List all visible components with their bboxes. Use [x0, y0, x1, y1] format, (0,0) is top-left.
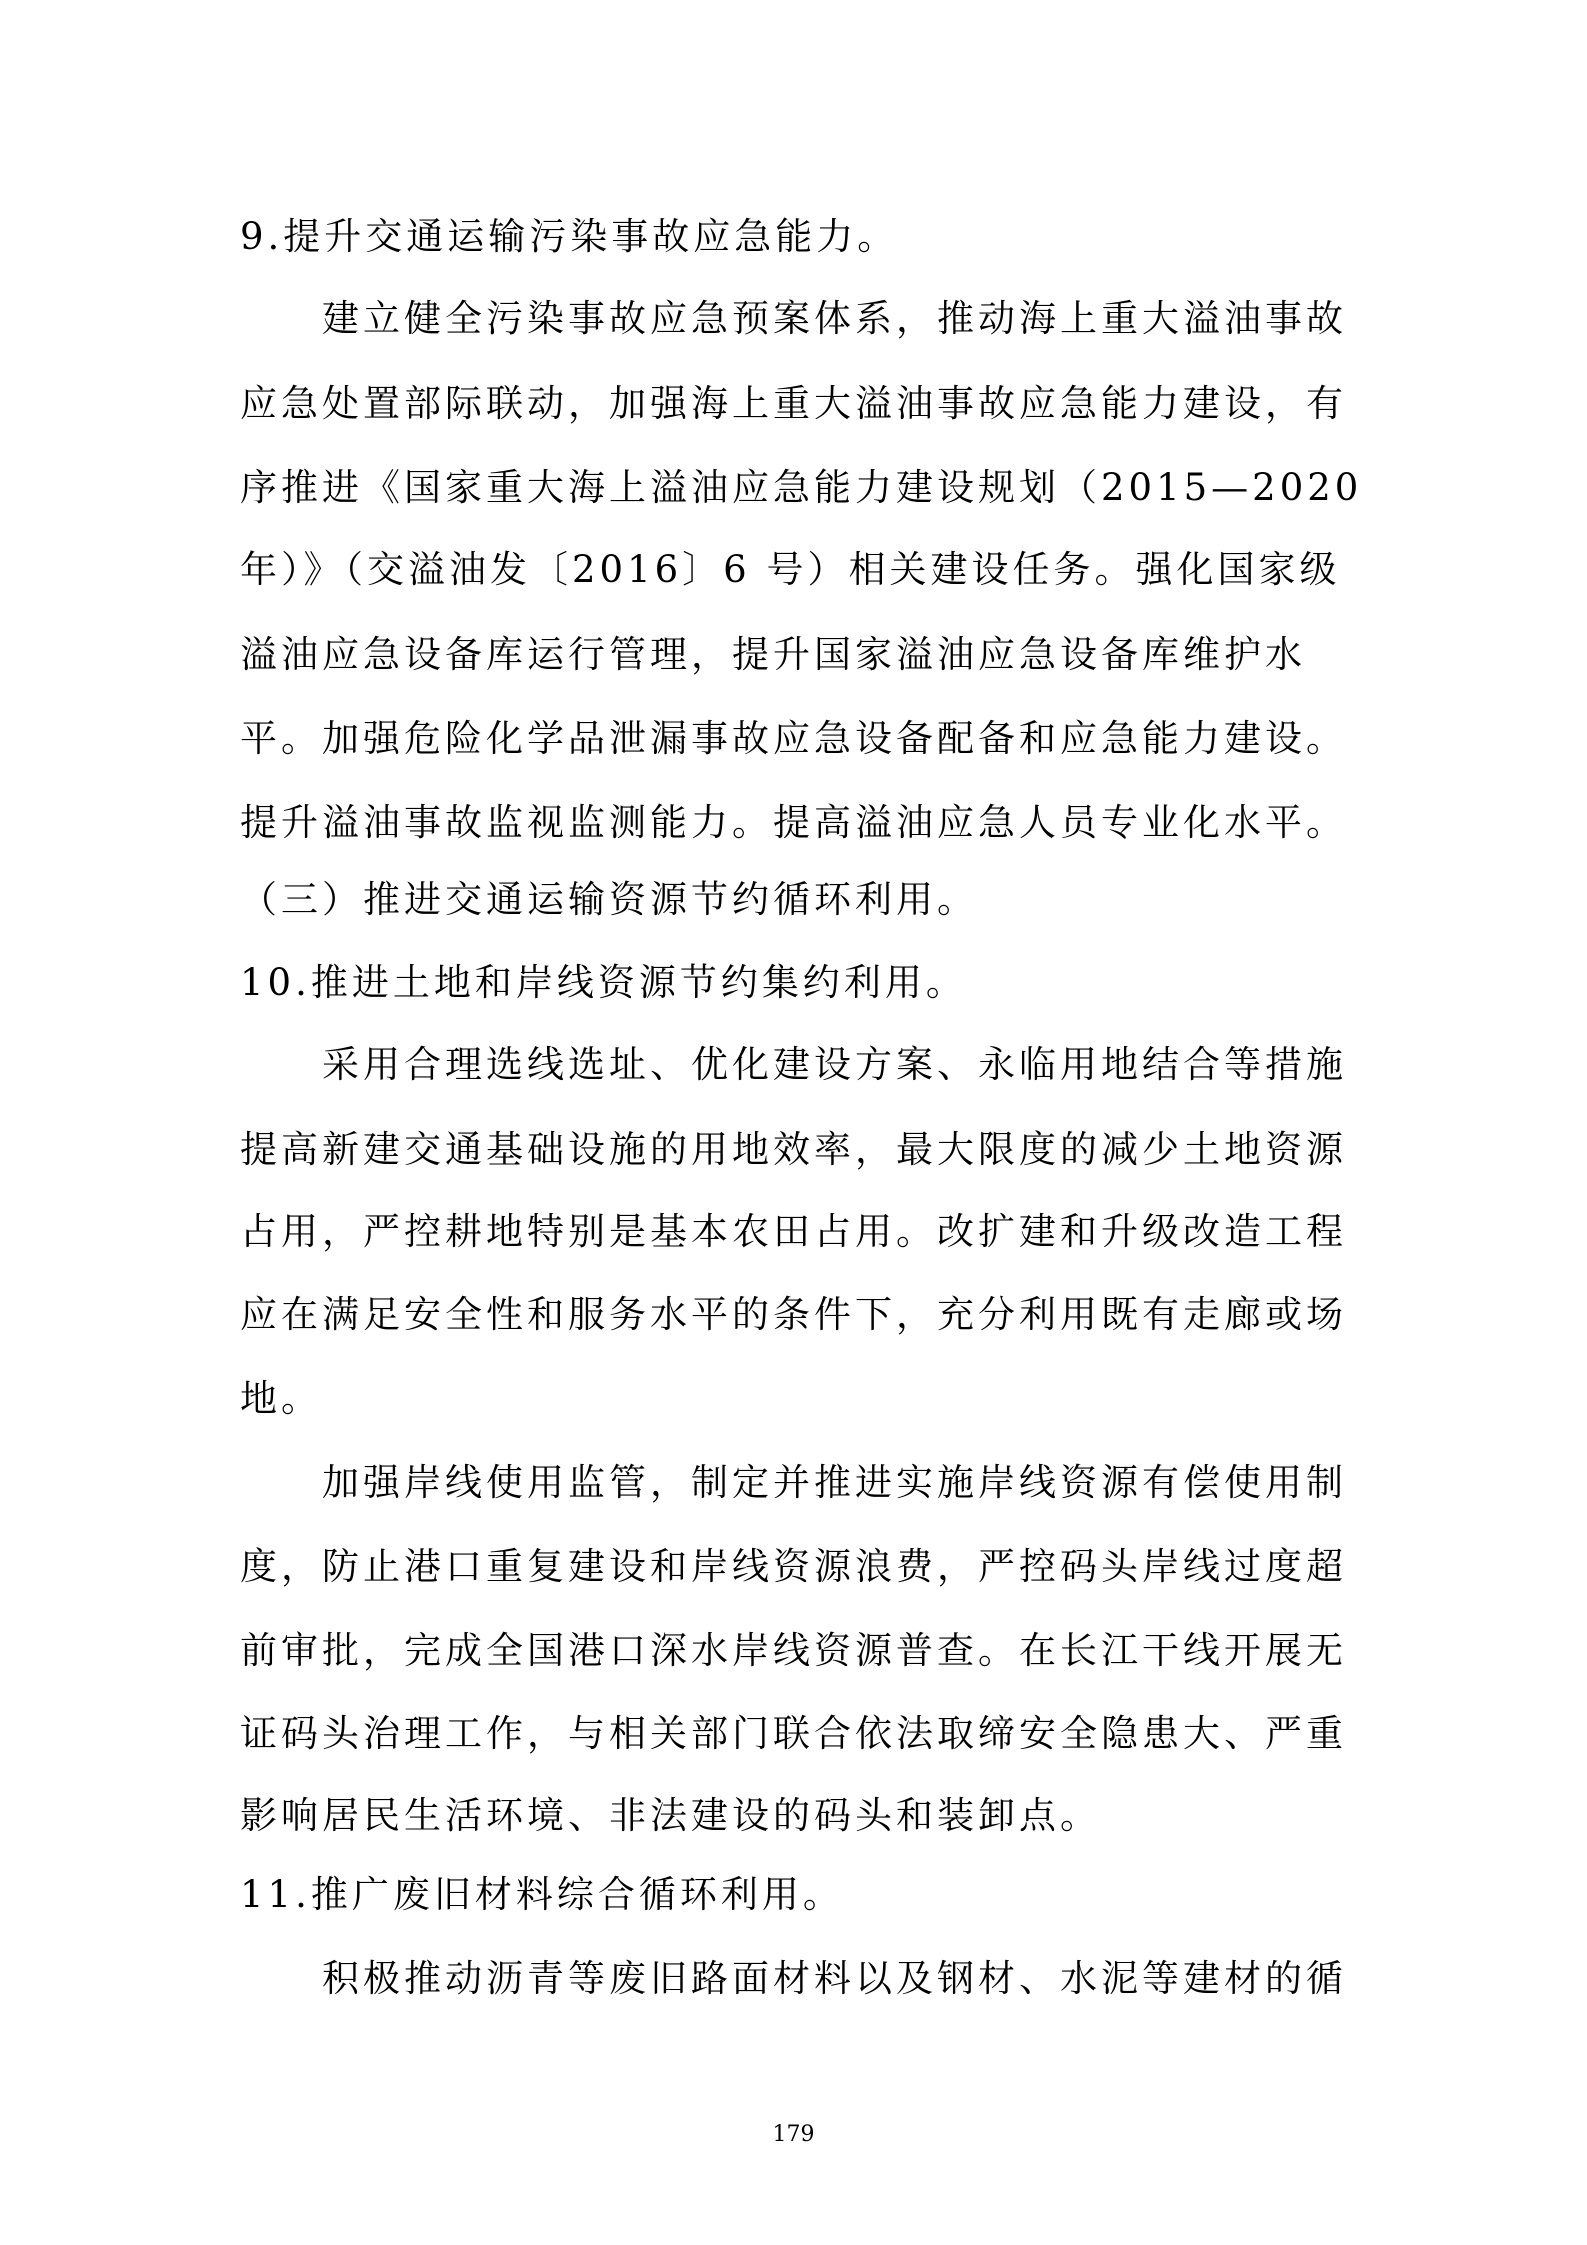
section-heading-3: （三）推进交通运输资源节约循环利用。	[240, 878, 978, 921]
paragraph-line: 占用，严控耕地特别是基本农田占用。改扩建和升级改造工程	[240, 1210, 1347, 1253]
paragraph-line: 地。	[240, 1377, 322, 1420]
paragraph-line: 积极推动沥青等废旧路面材料以及钢材、水泥等建材的循	[322, 1957, 1347, 2000]
paragraph-line: 证码头治理工作，与相关部门联合依法取缔安全隐患大、严重	[240, 1712, 1347, 1755]
paragraph-line: 序推进《国家重大海上溢油应急能力建设规划（2015—2020	[240, 466, 1363, 509]
paragraph-line: 平。加强危险化学品泄漏事故应急设备配备和应急能力建设。	[240, 717, 1347, 760]
subsection-heading-9: 9.提升交通运输污染事故应急能力。	[240, 215, 899, 258]
paragraph-line: 建立健全污染事故应急预案体系，推动海上重大溢油事故	[322, 297, 1347, 340]
paragraph-line: 采用合理选线选址、优化建设方案、永临用地结合等措施	[322, 1043, 1347, 1086]
paragraph-line: 加强岸线使用监管，制定并推进实施岸线资源有偿使用制	[322, 1461, 1347, 1504]
subsection-heading-10: 10.推进土地和岸线资源节约集约利用。	[240, 961, 967, 1004]
paragraph-line: 年）》（交溢油发〔2016〕6 号）相关建设任务。强化国家级	[240, 548, 1341, 591]
paragraph-line: 应在满足安全性和服务水平的条件下，充分利用既有走廊或场	[240, 1293, 1347, 1336]
paragraph-line: 溢油应急设备库运行管理，提升国家溢油应急设备库维护水	[240, 633, 1306, 676]
paragraph-line: 影响居民生活环境、非法建设的码头和装卸点。	[240, 1794, 1101, 1837]
paragraph-line: 前审批，完成全国港口深水岸线资源普查。在长江干线开展无	[240, 1629, 1347, 1672]
paragraph-line: 应急处置部际联动，加强海上重大溢油事故应急能力建设，有	[240, 382, 1347, 425]
paragraph-line: 提高新建交通基础设施的用地效率，最大限度的减少土地资源	[240, 1128, 1347, 1171]
paragraph-line: 度，防止港口重复建设和岸线资源浪费，严控码头岸线过度超	[240, 1545, 1347, 1588]
page-number: 179	[772, 2122, 815, 2147]
subsection-heading-11: 11.推广废旧材料综合循环利用。	[240, 1873, 844, 1916]
paragraph-line: 提升溢油事故监视监测能力。提高溢油应急人员专业化水平。	[240, 801, 1347, 844]
